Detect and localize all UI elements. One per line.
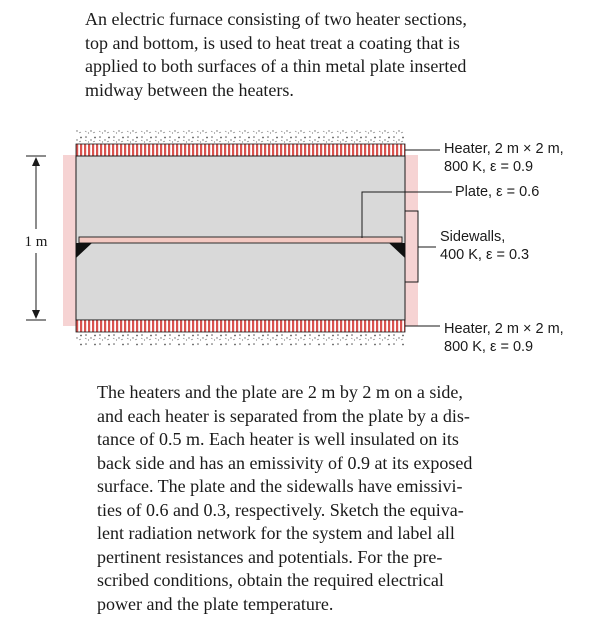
sidewall-right-band	[405, 155, 418, 326]
sidewalls-label-line1: Sidewalls,	[440, 229, 506, 245]
intro-line: An electric furnace consisting of two heater sections,	[85, 9, 467, 29]
dimension-label: 1 m	[24, 234, 48, 250]
intro-line: applied to both surfaces of a thin metal plate inserted	[85, 56, 467, 76]
problem-line: surface. The plate and the sidewalls have emissivi-	[97, 476, 463, 496]
metal-plate	[79, 237, 402, 243]
problem-line: scribed conditions, obtain the required electrical	[97, 570, 444, 590]
sidewall-left-band	[63, 155, 76, 326]
top-insulation	[76, 130, 406, 144]
problem-line: The heaters and the plate are 2 m by 2 m on a side,	[97, 382, 463, 402]
sidewalls-label-line2: 400 K, ε = 0.3	[440, 247, 530, 263]
top-heater-label-line2: 800 K, ε = 0.9	[444, 159, 534, 175]
plate-label-line1: Plate, ε = 0.6	[455, 184, 540, 200]
bottom-insulation	[76, 332, 406, 346]
bottom-heater-label-line1: Heater, 2 m × 2 m,	[444, 321, 564, 337]
problem-paragraph	[97, 381, 517, 616]
top-heater-label-line1: Heater, 2 m × 2 m,	[444, 141, 564, 157]
problem-line: pertinent resistances and potentials. For the pre-	[97, 546, 443, 567]
problem-line: lent radiation network for the system and label all	[97, 523, 455, 543]
bottom-heater-label-line2: 800 K, ε = 0.9	[444, 339, 534, 355]
intro-line: midway between the heaters.	[85, 79, 294, 100]
plate-label	[455, 183, 539, 201]
problem-line: and each heater is separated from the plate by a dis-	[97, 405, 470, 426]
dimension-arrow-up	[32, 157, 40, 166]
dimension-arrow-down	[32, 310, 40, 319]
problem-line: back side and has an emissivity of 0.9 at its exposed	[97, 452, 473, 473]
top-heater-label	[444, 140, 564, 176]
problem-line: power and the plate temperature.	[97, 593, 334, 614]
problem-line: ties of 0.6 and 0.3, respectively. Sketch the equiva-	[97, 499, 464, 520]
bottom-heater-element	[76, 320, 405, 332]
bottom-heater-label	[444, 320, 564, 356]
sidewalls-label	[440, 228, 529, 264]
top-heater-element	[76, 144, 405, 156]
problem-line: tance of 0.5 m. Each heater is well insulated on its	[97, 429, 459, 449]
intro-line: top and bottom, is used to heat treat a coating that is	[85, 32, 460, 53]
